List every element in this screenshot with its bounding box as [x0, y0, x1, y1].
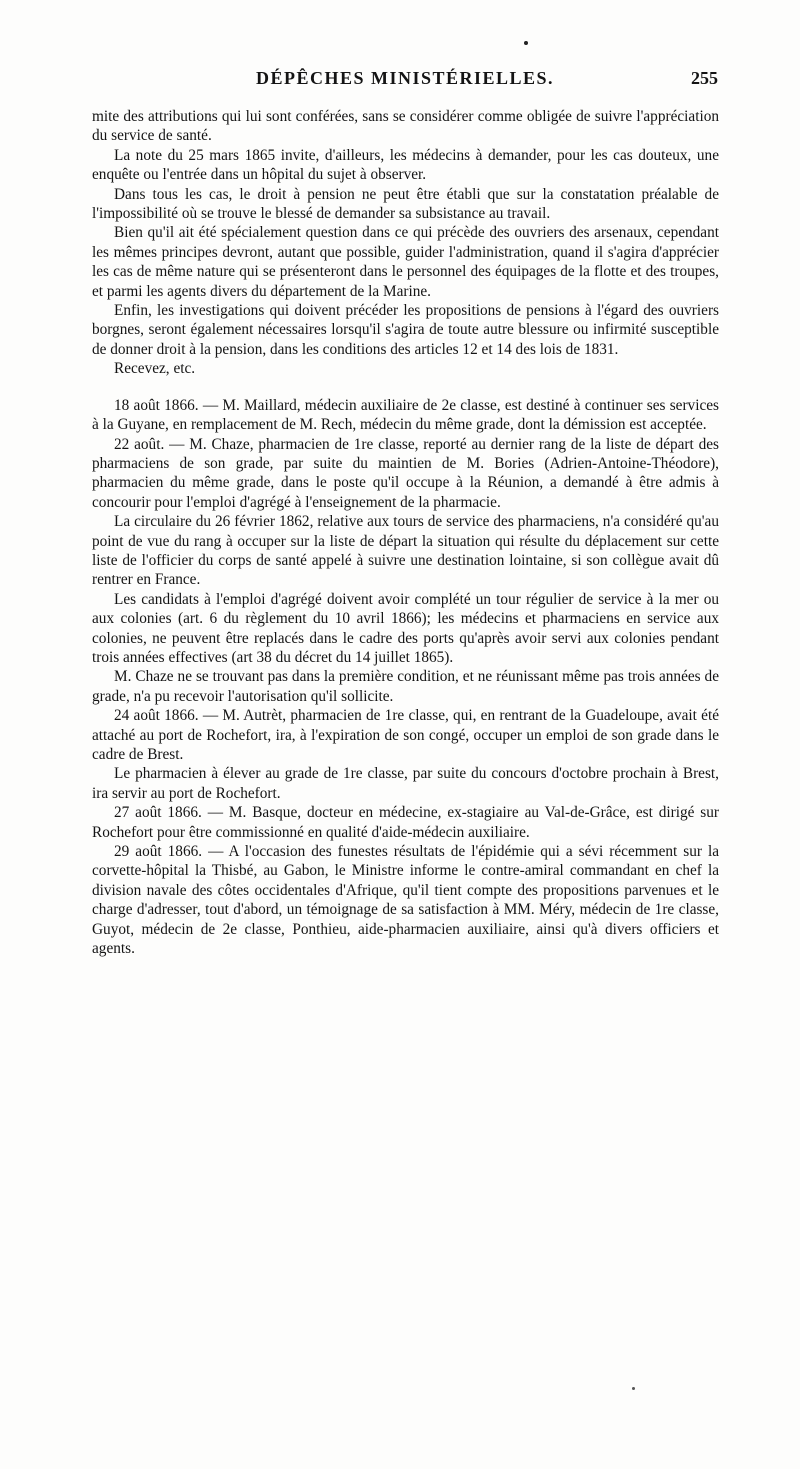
dispatch-entry: 27 août 1866. — M. Basque, docteur en médecine, ex-stagiaire au Val-de-Grâce, est dirigé sur Rochefort pour être commissionné en qualité d'aide-médecin auxiliaire.: [92, 804, 719, 841]
page-number: 255: [691, 68, 718, 88]
paragraph: Enfin, les investigations qui doivent précéder les propositions de pensions à l'égard des ouvriers borgnes, seront également nécessaires lorsqu'il s'agira de toute autre blessure ou infirmité susceptible de donner droit à la pension, dans les conditions des articles 12 et 14 des lois de 1831.: [92, 302, 719, 358]
dispatch-entry: 29 août 1866. — A l'occasion des funestes résultats de l'épidémie qui a sévi récemment sur la corvette-hôpital la Thisbé, au Gabon, le Ministre informe le contre-amiral commandant en chef la division navale des côtes occidentales d'Afrique, qu'il tient compte des propositions parvenues et le charge d'adresser, tout d'abord, un témoignage de sa satisfaction à MM. Méry, médecin de 1re classe, Guyot, médecin de 2e classe, Ponthieu, aide-pharmacien auxiliaire, ainsi qu'à divers officiers et agents.: [92, 843, 719, 958]
ink-speck: [632, 1387, 635, 1390]
dispatch-entry: 22 août. — M. Chaze, pharmacien de 1re classe, reporté au dernier rang de la liste de départ des pharmaciens de son grade, par suite du maintien de M. Bories (Adrien-Antoine-Théodore), pharmacien du même grade, dans le poste qu'il occupe à la Réunion, a demandé à être admis à concourir pour l'emploi d'agrégé à l'enseignement de la pharmacie.: [92, 435, 719, 511]
body-text: [92, 107, 719, 958]
paragraph: M. Chaze ne se trouvant pas dans la première condition, et ne réunissant même pas trois années de grade, n'a pu recevoir l'autorisation qu'il sollicite.: [92, 668, 719, 705]
dispatch-entry: 24 août 1866. — M. Autrèt, pharmacien de 1re classe, qui, en rentrant de la Guadeloupe, avait été attaché au port de Rochefort, ira, à l'expiration de son congé, occuper un emploi de son grade dans le cadre de Brest.: [92, 707, 719, 763]
paragraph: Dans tous les cas, le droit à pension ne peut être établi que sur la constatation préalable de l'impossibilité où se trouve le blessé de demander sa subsistance au travail.: [92, 185, 719, 223]
paragraph: La circulaire du 26 février 1862, relative aux tours de service des pharmaciens, n'a considéré qu'au point de vue du rang à occuper sur la liste de départ la situation qui résulte du déplacement sur cette liste de l'officier du corps de santé appelé à suivre une destination lointaine, si son collègue avait dû rentrer en France.: [92, 513, 719, 589]
paragraph: Le pharmacien à élever au grade de 1re classe, par suite du concours d'octobre prochain à Brest, ira servir au port de Rochefort.: [92, 765, 719, 802]
closing-line: Recevez, etc.: [114, 360, 196, 378]
running-title: DÉPÊCHES MINISTÉRIELLES.: [255, 68, 555, 88]
page-header: [92, 68, 718, 98]
paragraph: La note du 25 mars 1865 invite, d'ailleurs, les médecins à demander, pour les cas douteux, une enquête ou l'entrée dans un hôpital du sujet à observer.: [92, 146, 719, 184]
dispatch-entry: 18 août 1866. — M. Maillard, médecin auxiliaire de 2e classe, est destiné à continuer ses services à la Guyane, en remplacement de M. Rech, médecin du même grade, dont la démission est acceptée.: [92, 396, 719, 434]
paragraph: mite des attributions qui lui sont conférées, sans se considérer comme obligée de suivre l'appréciation du service de santé.: [92, 108, 719, 145]
paragraph: Les candidats à l'emploi d'agrégé doivent avoir complété un tour régulier de service à la mer ou aux colonies (art. 6 du règlement du 10 avril 1866); les médecins et pharmaciens en service aux colonies, ne peuvent être replacés dans le cadre des ports qu'après avoir servi aux colonies pendant trois années effectives (art 38 du décret du 14 juillet 1865).: [92, 590, 719, 666]
ink-speck: [524, 41, 528, 45]
paragraph: Bien qu'il ait été spécialement question dans ce qui précède des ouvriers des arsenaux, cependant les mêmes principes devront, autant que possible, guider l'administration, quand il s'agira d'apprécier les cas de même nature qui se présenteront dans le personnel des équipages de la flotte et des troupes, et parmi les agents divers du département de la Marine.: [92, 224, 719, 300]
